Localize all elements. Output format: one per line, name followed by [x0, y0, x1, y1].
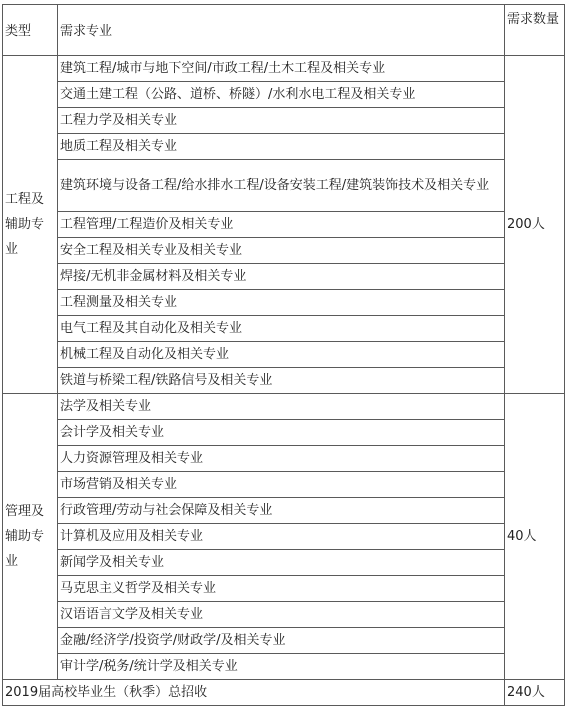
table-row [3, 264, 565, 290]
table-row [3, 56, 565, 82]
table-row [3, 420, 565, 446]
major-cell: 新闻学及相关专业 [58, 550, 505, 576]
table-row [3, 108, 565, 134]
table-row [3, 368, 565, 394]
major-cell: 行政管理/劳动与社会保障及相关专业 [58, 498, 505, 524]
group-count-management: 40人 [505, 394, 565, 680]
major-cell: 建筑工程/城市与地下空间/市政工程/土木工程及相关专业 [58, 56, 505, 82]
table-row [3, 394, 565, 420]
table-row [3, 342, 565, 368]
group-type-management: 管理及辅助专业 [3, 394, 58, 680]
major-cell: 计算机及应用及相关专业 [58, 524, 505, 550]
table-row [3, 472, 565, 498]
table-row [3, 498, 565, 524]
table-row [3, 82, 565, 108]
major-cell: 法学及相关专业 [58, 394, 505, 420]
table-row [3, 316, 565, 342]
group-type-engineering: 工程及辅助专业 [3, 56, 58, 394]
header-major: 需求专业 [58, 5, 505, 56]
header-count: 需求数量 [505, 5, 565, 56]
group-count-engineering: 200人 [505, 56, 565, 394]
table-row [3, 524, 565, 550]
table-row [3, 550, 565, 576]
major-cell: 马克思主义哲学及相关专业 [58, 576, 505, 602]
major-cell: 市场营销及相关专业 [58, 472, 505, 498]
table-row [3, 576, 565, 602]
major-cell: 汉语语言文学及相关专业 [58, 602, 505, 628]
major-cell: 铁道与桥梁工程/铁路信号及相关专业 [58, 368, 505, 394]
table-row [3, 238, 565, 264]
major-cell: 交通土建工程（公路、道桥、桥隧）/水利水电工程及相关专业 [58, 82, 505, 108]
major-cell: 审计学/税务/统计学及相关专业 [58, 654, 505, 680]
table-row [3, 134, 565, 160]
header-type: 类型 [3, 5, 58, 56]
major-cell: 工程力学及相关专业 [58, 108, 505, 134]
major-cell: 建筑环境与设备工程/给水排水工程/设备安装工程/建筑装饰技术及相关专业 [58, 160, 505, 212]
table-row [3, 628, 565, 654]
total-count: 240人 [505, 680, 565, 706]
table-row [3, 446, 565, 472]
total-row [3, 680, 565, 706]
major-cell: 工程测量及相关专业 [58, 290, 505, 316]
table-row [3, 602, 565, 628]
table-row [3, 160, 565, 212]
table-row [3, 654, 565, 680]
major-cell: 工程管理/工程造价及相关专业 [58, 212, 505, 238]
major-cell: 人力资源管理及相关专业 [58, 446, 505, 472]
major-cell: 地质工程及相关专业 [58, 134, 505, 160]
major-cell: 机械工程及自动化及相关专业 [58, 342, 505, 368]
table-header-row [3, 5, 565, 56]
major-cell: 会计学及相关专业 [58, 420, 505, 446]
table-row [3, 212, 565, 238]
major-cell: 电气工程及其自动化及相关专业 [58, 316, 505, 342]
major-cell: 金融/经济学/投资学/财政学/及相关专业 [58, 628, 505, 654]
recruitment-table [2, 4, 565, 706]
total-label: 2019届高校毕业生（秋季）总招收 [3, 680, 505, 706]
table-row [3, 290, 565, 316]
major-cell: 焊接/无机非金属材料及相关专业 [58, 264, 505, 290]
major-cell: 安全工程及相关专业及相关专业 [58, 238, 505, 264]
